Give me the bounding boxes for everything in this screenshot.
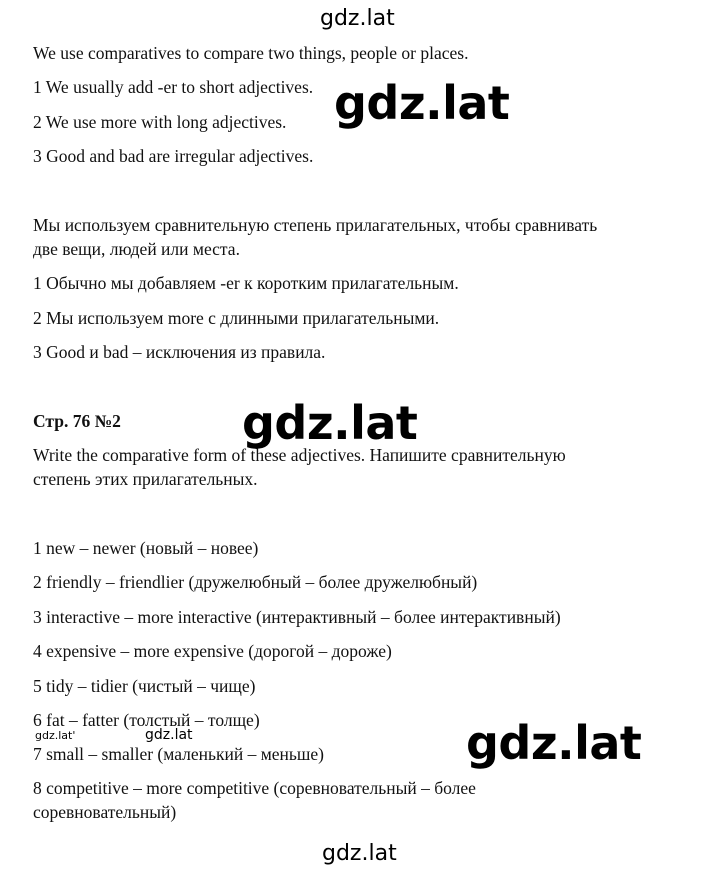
watermark-center: gdz.lat [242, 396, 418, 450]
answer-5: 5 tidy – tidier (чистый – чище) [33, 676, 256, 696]
russian-rule-1: 1 Обычно мы добавляем -er к коротким прилагательным. [33, 273, 459, 293]
answer-2: 2 friendly – friendlier (дружелюбный – более дружелюбный) [33, 572, 478, 592]
russian-rule-3: 3 Good и bad – исключения из правила. [33, 342, 326, 362]
russian-intro-line-2: две вещи, людей или места. [33, 239, 240, 259]
english-rule-3: 3 Good and bad are irregular adjectives. [33, 146, 314, 166]
exercise-heading: Стр. 76 №2 [33, 411, 121, 431]
answer-6: 6 fat – fatter (толстый – толще) [33, 710, 260, 730]
answer-8: 8 competitive – more competitive (соревновательный – более [33, 778, 476, 798]
answer-3: 3 interactive – more interactive (интерактивный – более интерактивный) [33, 607, 561, 627]
watermark-tiny-right: gdz.lat [145, 727, 193, 743]
english-rule-2: 2 We use more with long adjectives. [33, 112, 287, 132]
watermark-bottom-right: gdz.lat [466, 716, 642, 770]
watermark-mid-right: gdz.lat [334, 76, 510, 130]
task-line-2: степень этих прилагательных. [33, 469, 258, 489]
answer-1: 1 new – newer (новый – новее) [33, 538, 259, 558]
russian-rule-2: 2 Мы используем more с длинными прилагательными. [33, 308, 440, 328]
watermark-top: gdz.lat [320, 6, 395, 31]
task-line-1: Write the comparative form of these adjectives. Напишите сравнительную [33, 445, 566, 465]
answer-4: 4 expensive – more expensive (дорогой – дороже) [33, 641, 392, 661]
answer-7: 7 small – smaller (маленький – меньше) [33, 744, 324, 764]
russian-intro-line-1: Мы используем сравнительную степень прилагательных, чтобы сравнивать [33, 215, 598, 235]
english-intro: We use comparatives to compare two things, people or places. [33, 43, 469, 63]
watermark-bottom: gdz.lat [322, 841, 397, 866]
english-rule-1: 1 We usually add -er to short adjectives. [33, 77, 314, 97]
watermark-tiny-left: gdz.lat' [35, 729, 76, 742]
answer-8-continued: соревновательный) [33, 802, 177, 822]
